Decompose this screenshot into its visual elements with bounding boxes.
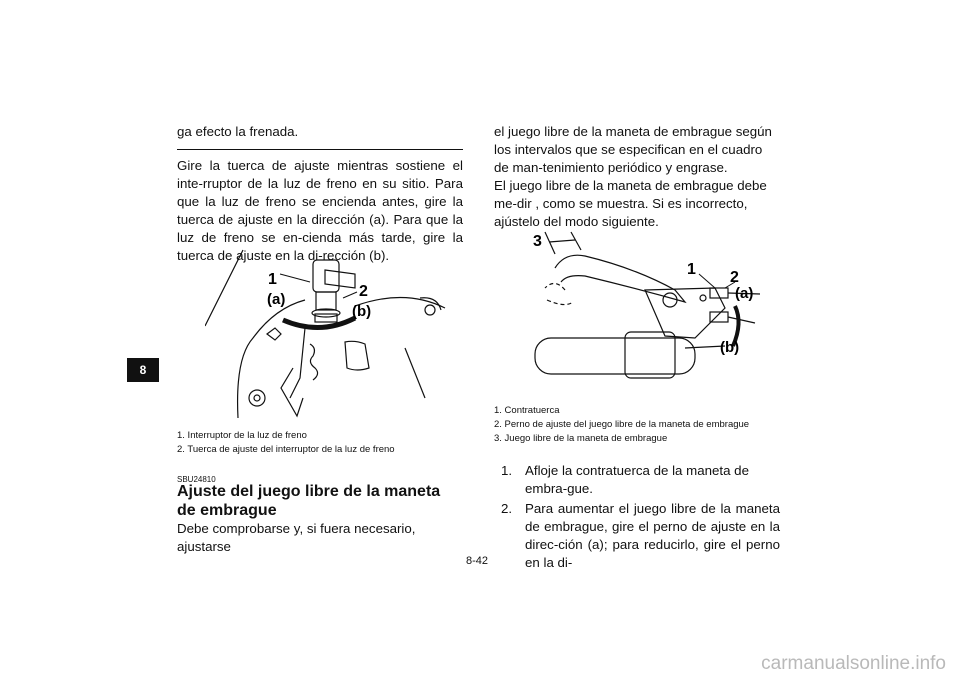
fig1-label-2: 2	[359, 283, 368, 300]
fig2-caption-3: 3. Juego libre de la maneta de embrague	[494, 433, 668, 444]
footer-watermark: carmanualsonline.info	[761, 653, 946, 674]
fig2-label-a: (a)	[735, 285, 754, 302]
section-divider	[177, 149, 463, 150]
section-code: SBU24810	[177, 475, 216, 484]
step-text: Para aumentar el juego libre de la maneta de embrague, gire el perno de ajuste en la direc-ción (a); para reducirlo, gire el perno en la di-	[525, 501, 780, 570]
step-number: 2.	[501, 501, 513, 516]
step-item	[501, 500, 780, 572]
fig1-caption-1: 1. Interruptor de la luz de freno	[177, 430, 307, 441]
section-tab: 8	[127, 358, 159, 382]
step-number: 1.	[501, 463, 513, 478]
fig2-caption-1: 1. Contratuerca	[494, 405, 560, 416]
clutch-lever-illustration	[525, 228, 775, 388]
fig1-label-b: (b)	[352, 303, 372, 320]
brake-switch-illustration	[205, 248, 450, 420]
fig1-caption-2: 2. Tuerca de ajuste del interruptor de la luz de freno	[177, 444, 395, 455]
clutch-paragraph-2: El juego libre de la maneta de embrague debe me-dir , como se muestra. Si es incorrecto, ajústelo del modo siguiente.	[494, 178, 767, 229]
fig2-caption-2: 2. Perno de ajuste del juego libre de la maneta de embrague	[494, 419, 750, 430]
fig2-label-3: 3	[533, 233, 542, 250]
fig2-label-2: 2	[730, 269, 739, 286]
fig1-label-1: 1	[268, 271, 277, 288]
after-heading-text: Debe comprobarse y, si fuera necesario, ajustarse	[177, 521, 416, 554]
right-column	[494, 123, 780, 231]
step-text: Afloje la contratuerca de la maneta de embra-gue.	[525, 463, 749, 496]
fig2-label-b: (b)	[720, 339, 740, 356]
fig2-label-1: 1	[687, 261, 696, 278]
section-heading: Ajuste del juego libre de la maneta de embrague	[177, 483, 441, 519]
left-column	[177, 123, 463, 265]
fig2-captions	[494, 404, 749, 446]
fig1-label-a: (a)	[267, 291, 286, 308]
intro-text: ga efecto la frenada.	[177, 124, 299, 139]
step-item	[501, 462, 780, 498]
page-number: 8-42	[466, 555, 489, 567]
adjustment-steps	[501, 462, 780, 574]
clutch-paragraph-1: el juego libre de la maneta de embrague según los intervalos que se especifican en el cuadro de man-tenimiento periódico y engrase.	[494, 124, 772, 175]
fig1-captions	[177, 429, 395, 457]
brake-switch-paragraph: Gire la tuerca de ajuste mientras sostiene el inte-rruptor de la luz de freno en su sitio. Para que la luz de freno se encienda antes, gire la tuerca de ajuste en la dirección (a). Para que la luz de freno se en-cienda más tarde, gire la tuerca de ajuste en la di-rección (b).	[177, 158, 463, 263]
